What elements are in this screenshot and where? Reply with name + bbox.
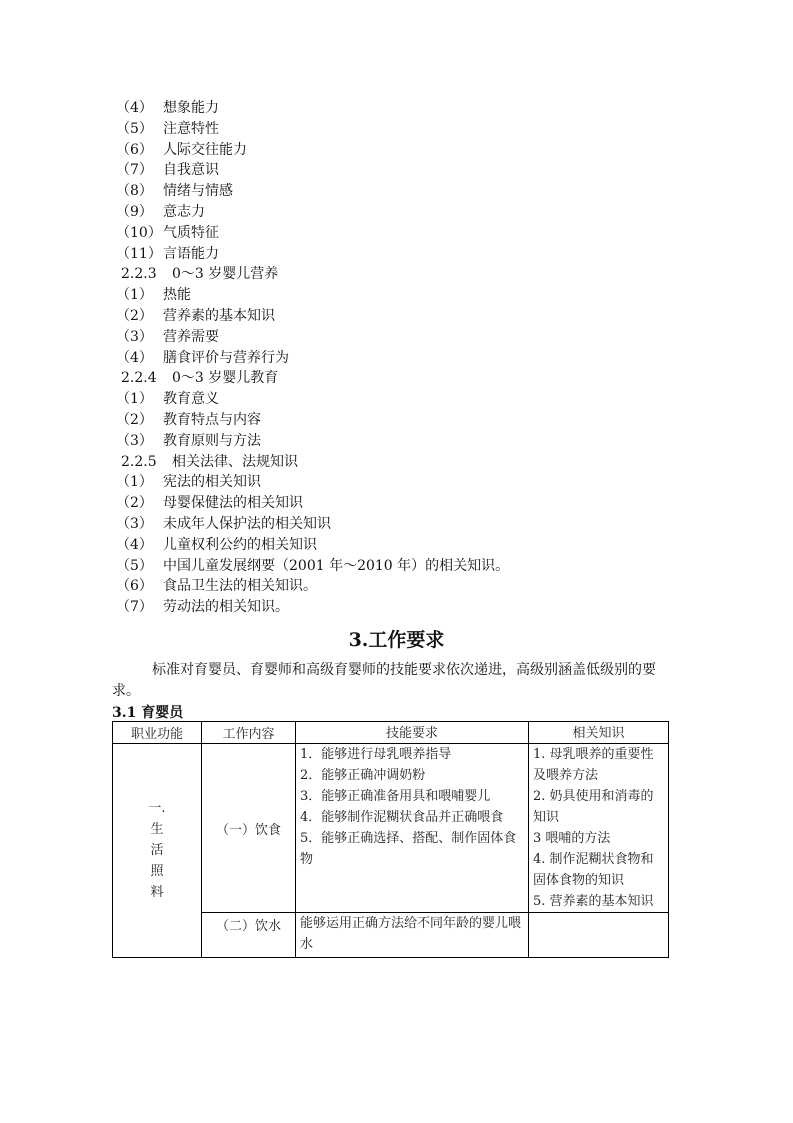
outline-text: 母婴保健法的相关知识 <box>163 495 303 512</box>
function-line: 照 <box>150 864 164 879</box>
outline-number: （2） <box>116 411 153 428</box>
outline-line <box>116 202 509 223</box>
knowledge-item: 5. 营养素的基本知识 <box>533 894 654 909</box>
outline-number: （5） <box>116 120 153 137</box>
outline-number: （8） <box>116 183 153 200</box>
outline-line <box>116 410 509 431</box>
function-line: 生 <box>150 822 164 837</box>
outline-line <box>116 576 509 597</box>
outline-line <box>116 119 509 140</box>
outline-text: 教育原则与方法 <box>163 432 261 449</box>
section-heading: 3.工作要求 <box>348 629 445 651</box>
outline-text: 情绪与情感 <box>163 183 233 200</box>
skill-item: 3．能够正确准备用具和喂哺婴儿 <box>300 789 491 804</box>
outline-text: 热能 <box>163 287 191 304</box>
outline-text: 自我意识 <box>163 162 219 179</box>
outline-number: （7） <box>116 162 153 179</box>
outline-line <box>116 514 509 535</box>
outline-number: （4） <box>116 349 153 366</box>
function-line: 一. <box>148 801 166 816</box>
outline-number: （3） <box>116 515 153 532</box>
outline-line <box>116 327 509 348</box>
outline-number: （10） <box>116 224 162 241</box>
outline-line <box>116 493 509 514</box>
outline-text: 气质特征 <box>163 224 219 241</box>
function-line: 活 <box>150 843 164 858</box>
outline-line <box>116 535 509 556</box>
outline-number: （2） <box>116 307 153 324</box>
outline-text: 中国儿童发展纲要（2001 年～2010 年）的相关知识。 <box>163 557 510 574</box>
outline-line <box>116 431 509 452</box>
outline-number: （1） <box>116 287 153 304</box>
outline-number: （3） <box>116 432 153 449</box>
outline-section-line <box>116 452 509 473</box>
outline-text: 言语能力 <box>163 245 219 262</box>
header-content: 工作内容 <box>202 722 296 744</box>
outline-number: 2.2.4 <box>121 370 157 387</box>
outline-line <box>116 389 509 410</box>
outline-text: 儿童权利公约的相关知识 <box>163 536 317 553</box>
outline-line <box>116 597 509 618</box>
outline-text: 劳动法的相关知识。 <box>163 599 289 616</box>
outline-text: 营养需要 <box>163 328 219 345</box>
outline-number: （4） <box>116 100 153 116</box>
outline-text: 想象能力 <box>163 100 219 116</box>
outline-text: 教育意义 <box>163 391 219 408</box>
outline-text: 宪法的相关知识 <box>163 474 261 491</box>
function-line: 料 <box>150 885 164 900</box>
outline-line <box>116 348 509 369</box>
outline-line <box>116 181 509 202</box>
knowledge-cell <box>529 744 669 913</box>
skills-cell <box>296 744 529 913</box>
outline-number: 2.2.3 <box>121 266 157 283</box>
outline-number: 2.2.5 <box>121 453 157 470</box>
outline-line <box>116 223 509 244</box>
skills-cell <box>296 913 529 958</box>
outline-text: 人际交往能力 <box>163 141 247 158</box>
outline-number: （7） <box>116 599 153 616</box>
content-cell: （二）饮水 <box>202 913 296 958</box>
outline-text: 食品卫生法的相关知识。 <box>163 578 317 595</box>
outline-number: （1） <box>116 474 153 491</box>
content-cell: （一）饮食 <box>202 744 296 913</box>
outline-text: 未成年人保护法的相关知识 <box>163 515 331 532</box>
knowledge-cell <box>529 913 669 958</box>
outline-text: 营养素的基本知识 <box>163 307 275 324</box>
header-knowledge: 相关知识 <box>529 722 669 744</box>
outline-text: 0～3 岁婴儿教育 <box>172 370 279 387</box>
outline-text: 意志力 <box>163 203 205 220</box>
outline-text: 教育特点与内容 <box>163 411 261 428</box>
outline-number: （2） <box>116 495 153 512</box>
outline-line <box>116 306 509 327</box>
subsection-heading: 3.1 育婴员 <box>112 705 184 721</box>
skill-item: 4．能够制作泥糊状食品并正确喂食 <box>300 810 504 825</box>
skill-item: 2．能够正确冲调奶粉 <box>300 768 426 783</box>
outline-number: （11） <box>116 245 162 262</box>
outline-number: （9） <box>116 203 153 220</box>
table-header-row <box>113 722 669 744</box>
intro-paragraph: 标准对育婴员、育婴师和高级育婴师的技能要求依次递进，高级别涵盖低级别的要求。 <box>112 662 656 699</box>
skill-item: 1．能够进行母乳喂养指导 <box>300 747 452 762</box>
outline-line <box>116 98 509 119</box>
outline-number: （4） <box>116 536 153 553</box>
outline-number: （3） <box>116 328 153 345</box>
outline-text: 0～3 岁婴儿营养 <box>172 266 279 283</box>
outline-number: （6） <box>116 578 153 595</box>
outline-text: 相关法律、法规知识 <box>172 453 298 470</box>
outline-section-line <box>116 264 509 285</box>
outline-line <box>116 285 509 306</box>
outline-line <box>116 160 509 181</box>
knowledge-item: 3 喂哺的方法 <box>533 831 611 846</box>
knowledge-item: 4. 制作泥糊状食物和固体食物的知识 <box>533 852 654 888</box>
outline-line <box>116 140 509 161</box>
outline-section-line <box>116 368 509 389</box>
outline-text: 注意特性 <box>163 120 219 137</box>
knowledge-item: 2. 奶具使用和消毒的知识 <box>533 789 654 825</box>
outline-number: （5） <box>116 557 153 574</box>
skill-item: 能够运用正确方法给不同年龄的婴儿喂水 <box>300 916 522 952</box>
outline-line <box>116 472 509 493</box>
requirements-table <box>112 721 669 958</box>
outline-text: 膳食评价与营养行为 <box>163 349 289 366</box>
outline-line <box>116 556 509 577</box>
skill-item: 5．能够正确选择、搭配、制作固体食物 <box>300 831 517 867</box>
outline-list <box>116 98 509 618</box>
header-function: 职业功能 <box>113 722 202 744</box>
outline-number: （1） <box>116 391 153 408</box>
table-row <box>113 744 669 913</box>
header-skills: 技能要求 <box>296 722 529 744</box>
outline-number: （6） <box>116 141 153 158</box>
function-cell <box>113 744 202 958</box>
knowledge-item: 1. 母乳喂养的重要性及喂养方法 <box>533 747 654 783</box>
outline-line <box>116 244 509 265</box>
